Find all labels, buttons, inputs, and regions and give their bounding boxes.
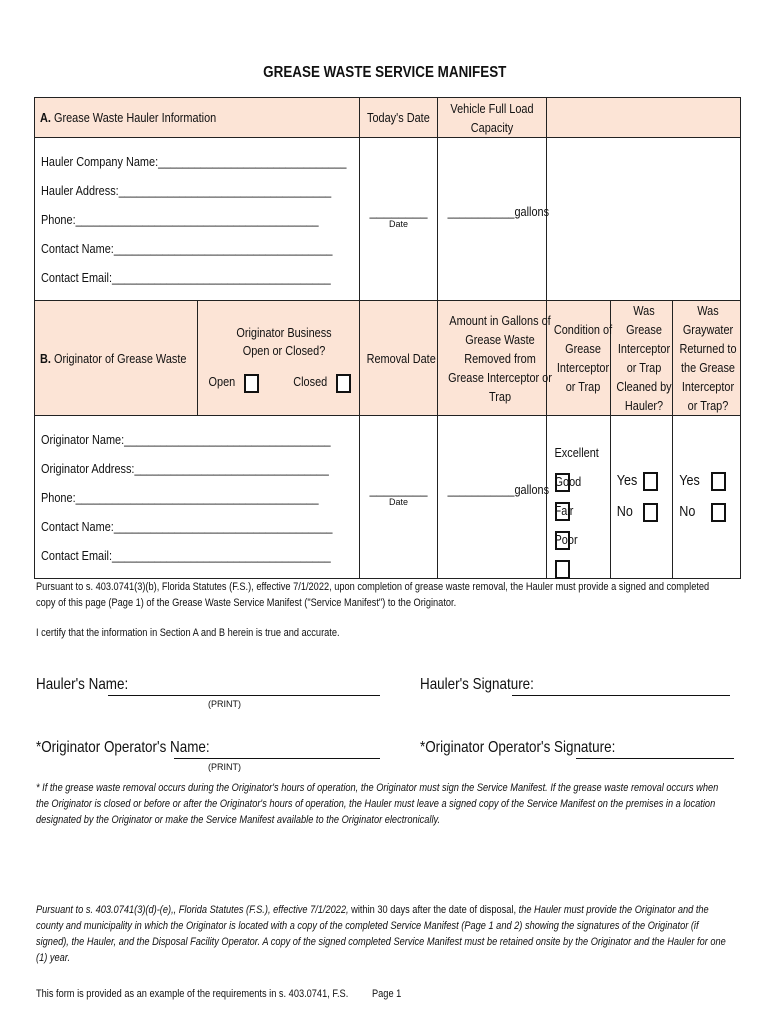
todays-date-field[interactable]: ________ — [369, 204, 428, 219]
haulers-name-field[interactable] — [108, 676, 380, 696]
print-caption: (PRINT) — [208, 762, 241, 772]
hauler-contact-email-field[interactable]: Contact Email:____________________________________ — [41, 269, 331, 285]
hauler-company-name-field[interactable]: Hauler Company Name:_______________________________ — [41, 153, 347, 169]
condition-good: Good — [551, 467, 610, 496]
originator-phone-field[interactable]: Phone:________________________________________ — [41, 489, 319, 505]
graywater-no-checkbox[interactable] — [711, 503, 726, 522]
col-condition: Condition of Grease Interceptor or Trap — [553, 322, 613, 394]
originator-operator-signature-field[interactable] — [576, 739, 734, 759]
open-checkbox[interactable] — [244, 374, 259, 393]
section-b-heading: Originator of Grease Waste — [53, 350, 187, 366]
col-business-open-closed: Originator Business Open or Closed? — [235, 324, 332, 358]
pursuant-notice-disposal: Pursuant to s. 403.0741(3)(d)-(e),, Florida Statutes (F.S.), effective 7/1/2022, within 30 days after the date of disposal, the Hauler must provide the Originator and the county and municipality in which the Originator is located with a copy of the completed Service Manifest (Page 1 and 2) showing the signatures of the Originator (if signed), the Hauler, and the Disposal Facility Operator. A copy of the signed completed Service Manifest must be retained onsite by the Originator and the Hauler for one (1) year. — [36, 904, 726, 964]
graywater-yes-checkbox[interactable] — [711, 472, 726, 491]
col-amount-gallons: Amount in Gallons of Grease Waste Removed from Grease Interceptor or Trap — [448, 312, 552, 404]
haulers-signature-field[interactable] — [512, 676, 730, 696]
originator-name-label: *Originator Operator's Name: — [36, 739, 210, 756]
col-removal-date: Removal Date — [366, 350, 436, 366]
condition-fair: Fair — [551, 496, 610, 525]
hauler-address-field[interactable]: Hauler Address:___________________________________ — [41, 182, 332, 198]
originator-contact-email-field[interactable]: Contact Email:____________________________________ — [41, 547, 331, 563]
originator-contact-name-field[interactable]: Contact Name:____________________________________ — [41, 518, 333, 534]
removed-gallons-field[interactable]: ___________gallons — [447, 482, 550, 497]
hauler-phone-field[interactable]: Phone:________________________________________ — [41, 211, 319, 227]
print-caption: (PRINT) — [208, 699, 241, 709]
section-a-heading: Grease Waste Hauler Information — [53, 110, 217, 125]
originator-operator-name-field[interactable] — [174, 739, 380, 759]
cleaned-no-checkbox[interactable] — [643, 503, 658, 522]
col-graywater-returned: Was Graywater Returned to the Grease Interceptor or Trap? — [679, 303, 737, 413]
graywater-no: No — [677, 496, 740, 527]
col-vehicle-capacity: Vehicle Full Load Capacity — [450, 100, 534, 135]
certification-statement: I certify that the information in Section A and B herein is true and accurate. — [36, 627, 340, 639]
section-a-body — [35, 138, 741, 301]
condition-excellent: Excellent — [551, 438, 610, 467]
footer-note: This form is provided as an example of the requirements in s. 403.0741, F.S. — [36, 988, 349, 1000]
footnote: * If the grease waste removal occurs during the Originator's hours of operation, the Originator must sign the Service Manifest. If the grease waste removal occurs when the Originator is closed or before or after the Originator's hours of operation, the Hauler must leave a signed copy of the Service Manifest on the premises in a location designated by the Originator or make the Service Manifest available to the Originator electronically. — [36, 782, 719, 826]
manifest-table — [34, 97, 741, 579]
closed-option: Closed — [290, 374, 351, 389]
haulers-name-label: Hauler's Name: — [36, 676, 129, 693]
page-title: GREASE WASTE SERVICE MANIFEST — [263, 64, 507, 81]
open-option: Open — [206, 374, 259, 389]
cleaned-no: No — [615, 496, 672, 527]
section-b-body — [35, 416, 741, 579]
haulers-signature-label: Hauler's Signature: — [420, 676, 534, 693]
date-caption: Date — [388, 497, 408, 507]
section-a-letter: A. — [40, 110, 51, 125]
cleaned-yes: Yes — [615, 465, 672, 496]
col-cleaned-by-hauler: Was Grease Interceptor or Trap Cleaned by Hauler? — [616, 303, 672, 413]
capacity-gallons-field[interactable]: ___________gallons — [447, 204, 550, 219]
closed-checkbox[interactable] — [336, 374, 351, 393]
section-b-letter: B. — [40, 350, 51, 366]
originator-name-field[interactable]: Originator Name:__________________________________ — [41, 431, 331, 447]
page-number: Page 1 — [372, 988, 402, 1000]
originator-signature-label: *Originator Operator's Signature: — [420, 739, 616, 756]
section-b-header — [35, 301, 741, 416]
originator-address-field[interactable]: Originator Address:________________________________ — [41, 460, 329, 476]
date-caption: Date — [388, 219, 408, 229]
cleaned-yes-checkbox[interactable] — [643, 472, 658, 491]
hauler-contact-name-field[interactable]: Contact Name:____________________________________ — [41, 240, 333, 256]
col-todays-date: Today's Date — [367, 110, 430, 125]
graywater-yes: Yes — [677, 465, 740, 496]
condition-poor: Poor — [551, 525, 610, 554]
section-a-header — [35, 98, 741, 138]
removal-date-field[interactable]: ________ — [369, 482, 428, 497]
pursuant-notice-page1: Pursuant to s. 403.0741(3)(b), Florida Statutes (F.S.), effective 7/1/2022, upon completion of grease waste removal, the Hauler must provide a signed and completed copy of this page (Page 1) of the Grease Waste Service Manifest ("Service Manifest") to the Originator. — [36, 581, 710, 609]
poor-checkbox[interactable] — [555, 560, 570, 579]
